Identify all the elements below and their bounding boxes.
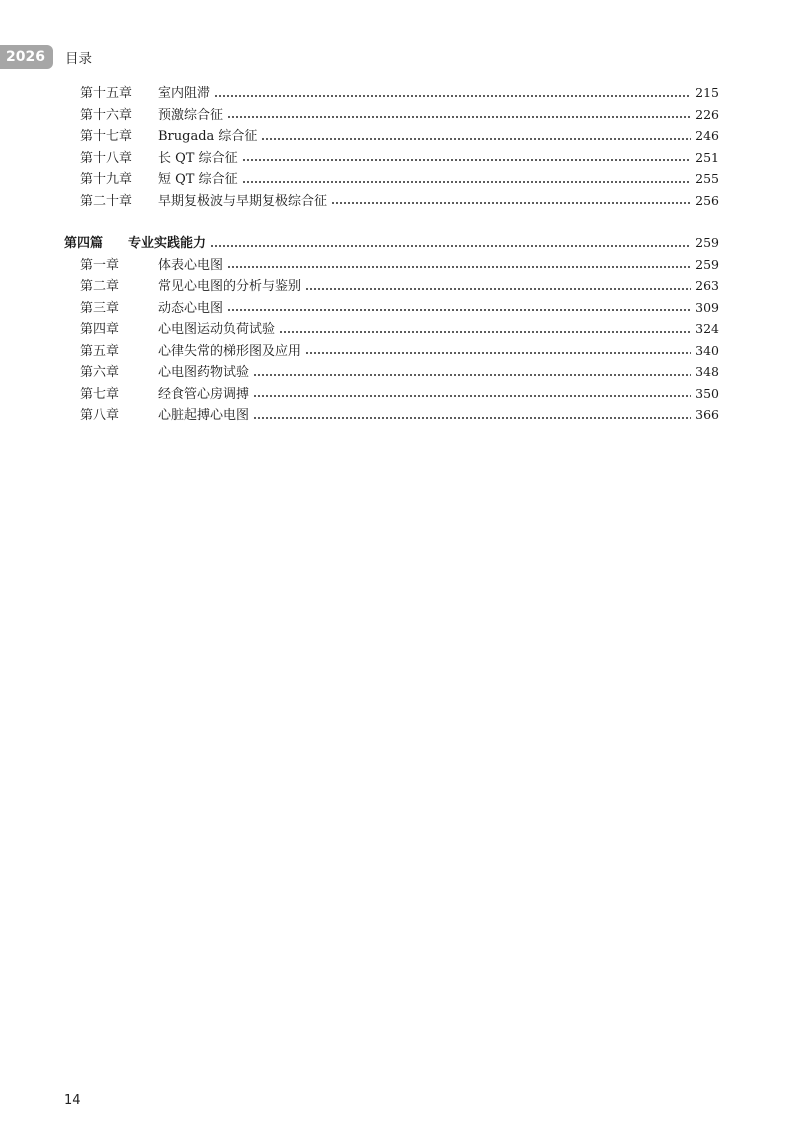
toc-entry[interactable] [80,104,719,125]
dot-leader [227,266,691,268]
toc-part-entry[interactable] [64,232,719,253]
dot-leader [253,395,691,397]
toc-entry[interactable] [80,340,719,361]
header-title: 目录 [64,51,92,67]
dot-leader [242,159,692,161]
dot-leader [227,116,691,118]
page-ref: 350 [695,385,719,401]
chapter-title: 体表心电图 [158,257,224,273]
chapter-title: 心电图药物试验 [158,365,250,380]
dot-leader [331,202,691,204]
chapter-number: 第十九章 [80,172,133,187]
toc-entry[interactable] [80,318,719,339]
page-ref: 259 [695,256,719,272]
chapter-number: 第七章 [80,386,120,402]
chapter-title: 动态心电图 [158,300,224,316]
chapter-number: 第十六章 [80,107,133,123]
dot-leader [279,331,691,333]
chapter-number: 第六章 [80,365,120,380]
page-ref: 309 [695,299,719,315]
chapter-number: 第十八章 [80,150,133,166]
dot-leader [227,309,691,311]
dot-leader [242,181,692,183]
chapter-title: 心脏起搏心电图 [158,408,250,423]
toc-entry[interactable] [80,190,719,211]
chapter-title: 经食管心房调搏 [158,386,250,402]
dot-leader [214,95,691,97]
chapter-number: 第十五章 [80,86,133,101]
chapter-number: 第一章 [80,257,120,273]
page-ref: 324 [695,321,719,336]
chapter-number: 第二章 [80,279,120,294]
toc-entry[interactable] [80,275,719,296]
page-ref: 215 [695,85,719,100]
chapter-title: 常见心电图的分析与鉴别 [158,279,302,294]
toc-entry[interactable] [80,125,719,146]
year-badge: 2026 [0,45,53,69]
dot-leader [305,352,691,354]
chapter-title: Brugada 综合征 [158,129,258,144]
chapter-title: 心电图运动负荷试验 [158,322,276,337]
page-ref: 256 [695,192,719,208]
dot-leader [261,138,691,140]
chapter-number: 第三章 [80,300,120,316]
chapter-title: 预激综合征 [158,107,224,123]
page-ref: 226 [695,106,719,122]
part-title: 专业实践能力 [128,236,207,251]
dot-leader [253,374,691,376]
toc-entry[interactable] [80,404,719,425]
toc-entry[interactable] [80,82,719,103]
part-number: 第四篇 [64,236,104,251]
dot-leader [253,417,691,419]
chapter-number: 第八章 [80,408,120,423]
page-ref: 246 [695,128,719,143]
page-ref: 366 [695,407,719,422]
toc-entry[interactable] [80,297,719,318]
page-ref: 263 [695,278,719,293]
page-number: 14 [64,1093,81,1108]
chapter-title: 心律失常的梯形图及应用 [158,343,302,359]
chapter-number: 第四章 [80,322,120,337]
chapter-title: 长 QT 综合征 [158,150,238,166]
page-ref: 251 [695,149,719,165]
chapter-number: 第二十章 [80,193,133,209]
page-ref: 348 [695,364,719,379]
page-ref: 255 [695,171,719,186]
chapter-title: 短 QT 综合征 [158,172,238,187]
chapter-number: 第五章 [80,343,120,359]
toc-entry[interactable] [80,168,719,189]
chapter-title: 室内阻滞 [158,86,211,101]
dot-leader [305,288,691,290]
running-header [0,44,92,70]
page-ref: 259 [695,235,719,250]
chapter-number: 第十七章 [80,129,133,144]
page-ref: 340 [695,342,719,358]
chapter-title: 早期复极波与早期复极综合征 [158,193,328,209]
toc-entry[interactable] [80,147,719,168]
toc-entry[interactable] [80,383,719,404]
dot-leader [210,245,691,247]
toc-entry[interactable] [80,361,719,382]
toc-entry[interactable] [80,254,719,275]
